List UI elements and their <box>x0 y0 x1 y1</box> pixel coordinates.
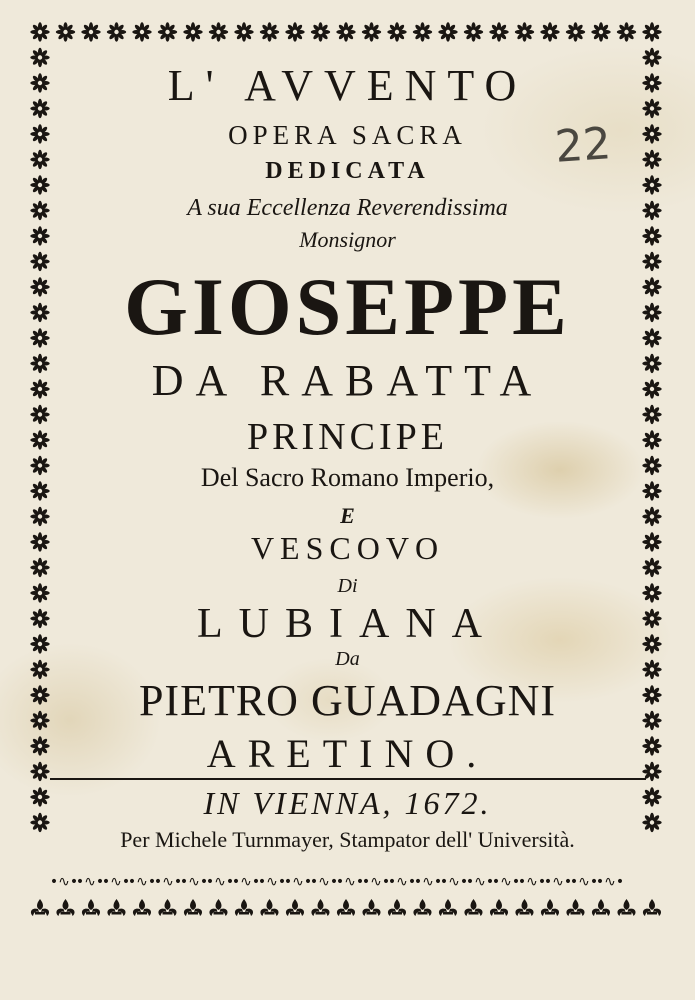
conjunction: E <box>340 503 355 528</box>
border-scroll-ornament: •∿• <box>361 874 391 890</box>
border-fleuron <box>30 22 49 41</box>
border-lily <box>362 899 380 916</box>
border-scroll-ornament: •∿• <box>543 874 573 890</box>
work-title: L' AVVENTO <box>167 61 528 110</box>
dedicatee-surname: DA RABATTA <box>151 356 544 405</box>
imprint-place-date: IN VIENNA, 1672. <box>203 785 492 821</box>
author-name: PIETRO GUADAGNI <box>138 676 557 725</box>
border-scroll-ornament: •∿• <box>413 874 443 890</box>
border-fleuron <box>515 22 534 41</box>
border-lily <box>184 899 202 916</box>
border-scroll-ornament: •∿• <box>205 874 235 890</box>
border-lily <box>388 899 406 916</box>
border-lily <box>490 899 508 916</box>
border-lily <box>31 899 49 916</box>
border-fleuron <box>260 22 279 41</box>
border-lily <box>158 899 176 916</box>
border-fleuron <box>566 22 585 41</box>
border-fleuron <box>209 22 228 41</box>
preposition-di: Di <box>337 575 358 597</box>
border-lily <box>209 899 227 916</box>
border-lily <box>235 899 253 916</box>
office: VESCOVO <box>250 530 445 566</box>
border-fleuron <box>362 22 381 41</box>
border-lily <box>566 899 584 916</box>
border-scroll-ornament: •∿• <box>231 874 261 890</box>
border-lily <box>56 899 74 916</box>
border-lily <box>107 899 125 916</box>
diocese: LUBIANA <box>197 601 498 647</box>
border-lily <box>439 899 457 916</box>
border-fleuron <box>56 22 75 41</box>
border-lily <box>643 899 661 916</box>
border-fleuron <box>617 22 636 41</box>
border-fleuron <box>387 22 406 41</box>
addressee-line: A sua Eccellenza Reverendissima <box>187 195 508 221</box>
border-scroll-ornament: •∿• <box>517 874 547 890</box>
border-lily <box>592 899 610 916</box>
border-scroll-ornament: •∿• <box>569 874 599 890</box>
border-fleuron <box>285 22 304 41</box>
border-scroll-ornament: •∿• <box>179 874 209 890</box>
work-subtitle: OPERA SACRA <box>228 120 467 150</box>
handwritten-number: 22 <box>553 118 613 173</box>
border-scroll-ornament: •∿• <box>283 874 313 890</box>
empire-line: Del Sacro Romano Imperio, <box>200 463 495 492</box>
border-fleuron <box>642 22 661 41</box>
preposition-da: Da <box>335 648 360 670</box>
border-fleuron <box>489 22 508 41</box>
honorific: Monsignor <box>299 227 396 252</box>
border-fleuron <box>413 22 432 41</box>
border-fleuron <box>183 22 202 41</box>
border-scroll-ornament: •∿• <box>101 874 131 890</box>
border-lily <box>260 899 278 916</box>
border-lily <box>286 899 304 916</box>
dedicatee-name: GIOSEPPE <box>124 261 571 352</box>
border-lily <box>133 899 151 916</box>
border-scroll-ornament: •∿• <box>439 874 469 890</box>
dedicatee-rank: PRINCIPE <box>247 416 448 458</box>
border-scroll-ornament: •∿• <box>49 874 79 890</box>
border-scroll-ornament: •∿• <box>491 874 521 890</box>
border-fleuron <box>107 22 126 41</box>
border-lily <box>82 899 100 916</box>
printer-line: Per Michele Turnmayer, Stampator dell' Università. <box>120 827 575 852</box>
border-lily <box>541 899 559 916</box>
dedication-word: DEDICATA <box>265 158 430 184</box>
border-scroll-ornament: •∿• <box>387 874 417 890</box>
border-lily <box>617 899 635 916</box>
border-scroll-ornament: •∿• <box>153 874 183 890</box>
border-lily <box>337 899 355 916</box>
border-scroll-ornament: •∿• <box>309 874 339 890</box>
border-fleuron <box>311 22 330 41</box>
border-fleuron <box>438 22 457 41</box>
border-lily <box>311 899 329 916</box>
border-scroll-ornament: •∿• <box>75 874 105 890</box>
border-lily <box>515 899 533 916</box>
border-scroll-ornament: •∿• <box>127 874 157 890</box>
border-lily <box>413 899 431 916</box>
border-scroll-ornament: •∿• <box>257 874 287 890</box>
border-fleuron <box>81 22 100 41</box>
border-lily <box>464 899 482 916</box>
border-fleuron <box>336 22 355 41</box>
border-fleuron <box>464 22 483 41</box>
imprint-rule <box>50 778 646 780</box>
border-fleuron <box>158 22 177 41</box>
border-scroll-ornament: •∿• <box>465 874 495 890</box>
border-fleuron <box>540 22 559 41</box>
border-fleuron <box>234 22 253 41</box>
border-fleuron <box>591 22 610 41</box>
border-scroll-ornament: •∿• <box>595 874 625 890</box>
author-origin: ARETINO. <box>206 731 489 776</box>
border-fleuron <box>132 22 151 41</box>
border-scroll-ornament: •∿• <box>335 874 365 890</box>
